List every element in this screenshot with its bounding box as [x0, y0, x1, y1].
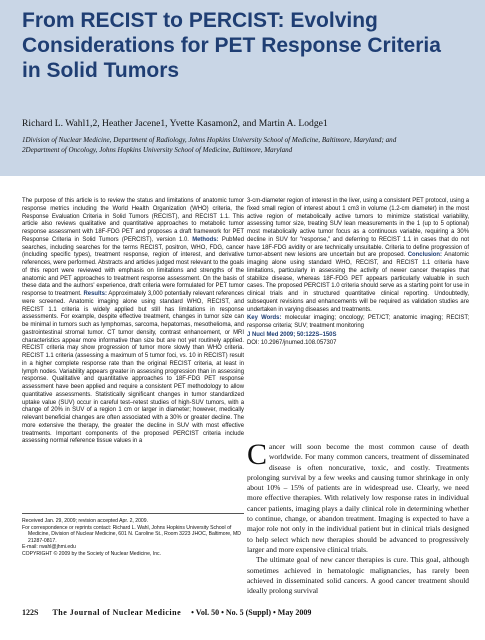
affiliations: [22, 136, 467, 155]
abstract-continued: [247, 198, 469, 314]
receipt-footnote: [22, 513, 244, 558]
drop-cap: C: [247, 438, 268, 471]
introduction: [247, 438, 469, 596]
copyright: COPYRIGHT © 2009 by the Society of Nuclear Medicine, Inc.: [22, 550, 161, 557]
doi[interactable]: DOI: 10.2967/jnumed.108.057307: [247, 339, 337, 346]
article-title: From RECIST to PERCIST: Evolving Considerations for PET Response Criteria in Solid Tumors: [22, 9, 441, 82]
keywords-text: molecular imaging; oncology; PET/CT; anatomic imaging; RECIST; response criteria; SUV; treatment monitoring: [247, 315, 469, 329]
page-number: 122S: [22, 608, 39, 617]
results-label: Results:: [83, 291, 107, 297]
correspondence: For correspondence or reprints contact: Richard L. Wahl, Johns Hopkins University School of Medicine, Division of Nuclear Medicine, 601 N. Caroline St., Room 3223 JHOC, Baltimore, MD 21287-0817.: [22, 524, 241, 544]
conclusion-text: Anatomic imaging alone using standard WHO, RECIST, and RECIST 1.1 criteria have limitations, particularly in assessing the activity of newer cancer therapies that stabilize disease, whereas 18F-FDG PET appears particularly valuable in such cases. The proposed PERCIST 1.0 criteria should serve as a starting point for use in clinical trials and in structured quantitative clinical reporting. Undoubtedly, subsequent revisions and enhancements will be required as validation studies are undertaken in varying diseases and treatments.: [247, 252, 469, 313]
intro-p1-text: ancer will soon become the most common cause of death worldwide. For many common cancers, treatment of disseminated disease is often noncurative, toxic, and costly. Treatments prolonging survival by a few weeks and causing tumor shrinkage in only about 10% – 15% of patients are in widespread use. Clearly, we need more effective therapies. With relatively low response rates in individual cancer patients, imaging plays a daily clinical role in determining whether to continue, change, or abandon treatment. Imaging is expected to have a major role not only in the individual patient but in clinical trials designed to help select which new therapies should be advanced to progressively larger and more expensive clinical trials.: [247, 442, 469, 554]
methods-text: PubMed searches, including searches for the terms RECIST, positron, WHO, FDG, cancer (including specific types), treatment response, region of interest, and derivative references, were performed. Abstracts and articles judged most relevant to the goals of this report were reviewed with emphasis on limitations and strengths of the anatomic and PET approaches to treatment response assessment. On the basis of these data and the authors' experience, draft criteria were formulated for PET tumor response to treatment.: [22, 236, 244, 297]
affiliation-2: 2Department of Oncology, Johns Hopkins University School of Medicine, Baltimore, Maryland: [22, 145, 293, 154]
abstract-purpose: The purpose of this article is to review the status and limitations of anatomic tumor response metrics including the World Health Organization (WHO) criteria, the Response Evaluation Criteria in Solid Tumors (RECIST), and RECIST 1.1. This article also reviews qualitative and quantitative approaches to metabolic tumor response assessment with 18F-FDG PET and proposes a draft framework for PET Response Criteria in Solid Tumors (PERCIST), version 1.0.: [22, 198, 244, 243]
citation: J Nucl Med 2009; 50:122S–150S: [247, 331, 337, 338]
journal-reference: [247, 332, 469, 348]
email[interactable]: E-mail: rwahl@jhmi.edu: [22, 544, 76, 551]
issue-info: • Vol. 50 • No. 5 (Suppl) • May 2009: [191, 608, 312, 617]
author-list: Richard L. Wahl1,2, Heather Jacene1, Yvette Kasamon2, and Martin A. Lodge1: [22, 118, 328, 129]
journal-name: The Journal of Nuclear Medicine: [52, 608, 182, 617]
abstract-right-column: [247, 198, 469, 347]
keywords-label: Key Words:: [247, 315, 282, 322]
page-footer: [22, 608, 469, 617]
affiliation-1: 1Division of Nuclear Medicine, Department of Radiology, Johns Hopkins University School of Medicine, Baltimore, Maryland; and: [22, 136, 397, 144]
results-text: Approximately 3,000 potentially relevant references were screened. Anatomic imaging alone using standard WHO, RECIST, and RECIST 1.1 criteria is widely applied but still has limitations in response assessments. For example, despite effective treatment, changes in tumor size can be minimal in tumors such as lymphomas, sarcoma, hepatomas, mesothelioma, and gastrointestinal stromal tumor. CT tumor density, contrast enhancement, or MRI characteristics appear more informative than size but are not yet routinely applied. RECIST criteria may show progression of tumor more slowly than WHO criteria. RECIST 1.1 criteria (assessing a maximum of 5 tumor foci, vs. 10 in RECIST) result in a higher complete response rate than the original RECIST criteria, at least in lymph nodes. Variability appears greater in assessing progression than in assessing response. Qualitative and quantitative approaches to 18F-FDG PET response assessment have been applied and require a consistent PET methodology to allow quantitative assessments. Statistically significant changes in tumor standardized uptake value (SUV) occur in careful test–retest studies of high-SUV tumors, with a change of 20% in SUV of a region 1 cm or larger in diameter; however, medically relevant beneficial changes are often associated with a 30% or greater decline. The more extensive the therapy, the greater the decline in SUV with most effective treatments. Important components of the proposed PERCIST criteria include assessing normal reference tissue values in a: [22, 291, 244, 445]
abstract-left-column: [22, 198, 244, 446]
conclusion-label: Conclusion:: [407, 252, 443, 259]
received-date: Received Jan. 29, 2009; revision accepted Apr. 2, 2009.: [22, 518, 149, 524]
abstract-body: [22, 198, 244, 446]
keywords: [247, 315, 469, 331]
results-continued: 3-cm-diameter region of interest in the liver, using a consistent PET protocol, using a fixed small region of interest about 1 cm3 in volume (1.2-cm diameter) in the most active region of metabolically active tumors to minimize statistical variability, assessing tumor size, treating SUV lean measurements in the 1 (up to 5 optional) most metabolically active tumor focus as a continuous variable, requiring a 30% decline in SUV for "response," and deferring to RECIST 1.1 in cases that do not have 18F-FDG avidity or are technically unsuitable. Criteria to define progression of tumor-absent new lesions are uncertain but are proposed.: [247, 198, 469, 259]
methods-label: Methods:: [192, 236, 219, 243]
intro-paragraph-2: The ultimate goal of new cancer therapies is cure. This goal, although sometimes achieved in hematologic malignancies, has rarely been achieved in disseminated solid cancers. A good cancer treatment should ideally prolong survival: [247, 555, 469, 596]
intro-paragraph-1: [247, 438, 469, 555]
title-banner: [0, 0, 485, 176]
